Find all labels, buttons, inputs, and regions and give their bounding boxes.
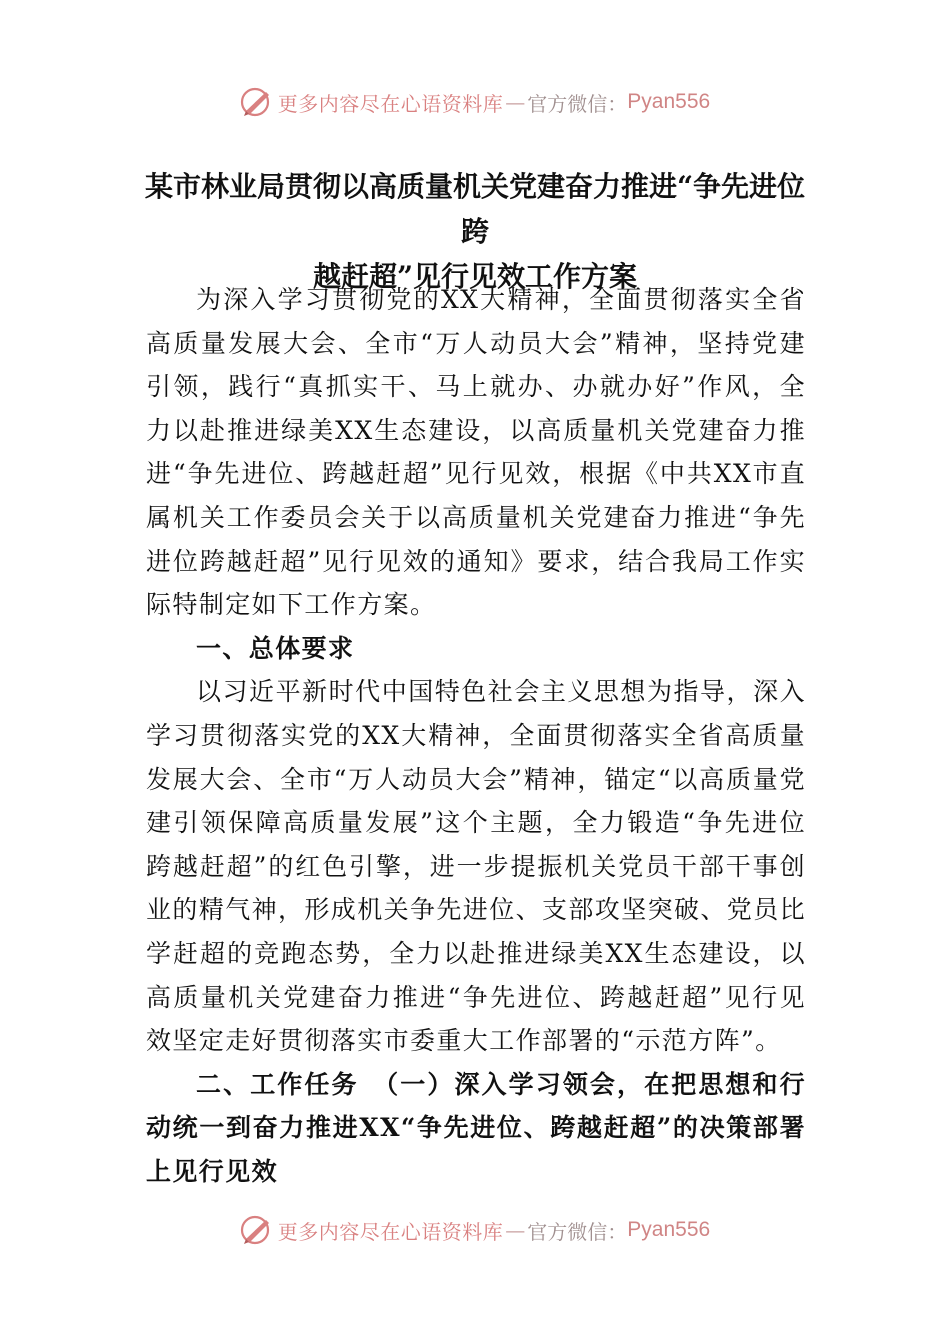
watermark-dash: — bbox=[505, 90, 526, 114]
watermark-text: 更多内容尽在心语资料库 bbox=[277, 1219, 504, 1244]
document-body bbox=[146, 278, 806, 1193]
intro-paragraph: 为深入学习贯彻党的XX大精神，全面贯彻落实全省高质量发展大会、全市“万人动员大会”精神，坚持党建引领，践行“真抓实干、马上就办、办就办好”作风，全力以赴推进绿美XX生态建设，以高质量机关党建奋力推进“争先进位、跨越赶超”见行见效，根据《中共XX市直属机关工作委员会关于以高质量机关党建奋力推进“争先进位跨越赶超”见行见效的通知》要求，结合我局工作实际特制定如下工作方案。 bbox=[146, 285, 806, 620]
watermark-dash: — bbox=[505, 1218, 526, 1242]
pen-logo-icon bbox=[240, 85, 274, 119]
watermark-footer bbox=[0, 1210, 950, 1250]
title-line-1: 某市林业局贯彻以高质量机关党建奋力推进“争先进位跨 bbox=[144, 170, 806, 248]
watermark-id: Pyan556 bbox=[627, 1218, 711, 1241]
watermark-id: Pyan556 bbox=[627, 90, 711, 113]
section-1-paragraph: 以习近平新时代中国特色社会主义思想为指导，深入学习贯彻落实党的XX大精神，全面贯彻落实全省高质量发展大会、全市“万人动员大会”精神，锚定“以高质量党建引领保障高质量发展”这个主题，全力锻造“争先进位跨越赶超”的红色引擎，进一步提振机关党员干部干事创业的精气神，形成机关争先进位、支部攻坚突破、党员比学赶超的竞跑态势，全力以赴推进绿美XX生态建设，以高质量机关党建奋力推进“争先进位、跨越赶超”见行见效坚定走好贯彻落实市委重大工作部署的“示范方阵”。 bbox=[146, 677, 807, 1056]
watermark-header bbox=[0, 82, 950, 122]
watermark-label: 官方微信： bbox=[527, 91, 628, 116]
watermark-text: 更多内容尽在心语资料库 bbox=[277, 91, 504, 116]
section-1-heading: 一、总体要求 bbox=[196, 633, 355, 663]
watermark-label: 官方微信： bbox=[527, 1219, 628, 1244]
section-2-heading: 二、工作任务 （一）深入学习领会，在把思想和行动统一到奋力推进XX“争先进位、跨越赶超”的决策部署上见行见效 bbox=[146, 1069, 806, 1186]
title-line-2: 越赶超”见行见效工作方案 bbox=[312, 260, 638, 293]
pen-logo-icon bbox=[240, 1213, 274, 1247]
